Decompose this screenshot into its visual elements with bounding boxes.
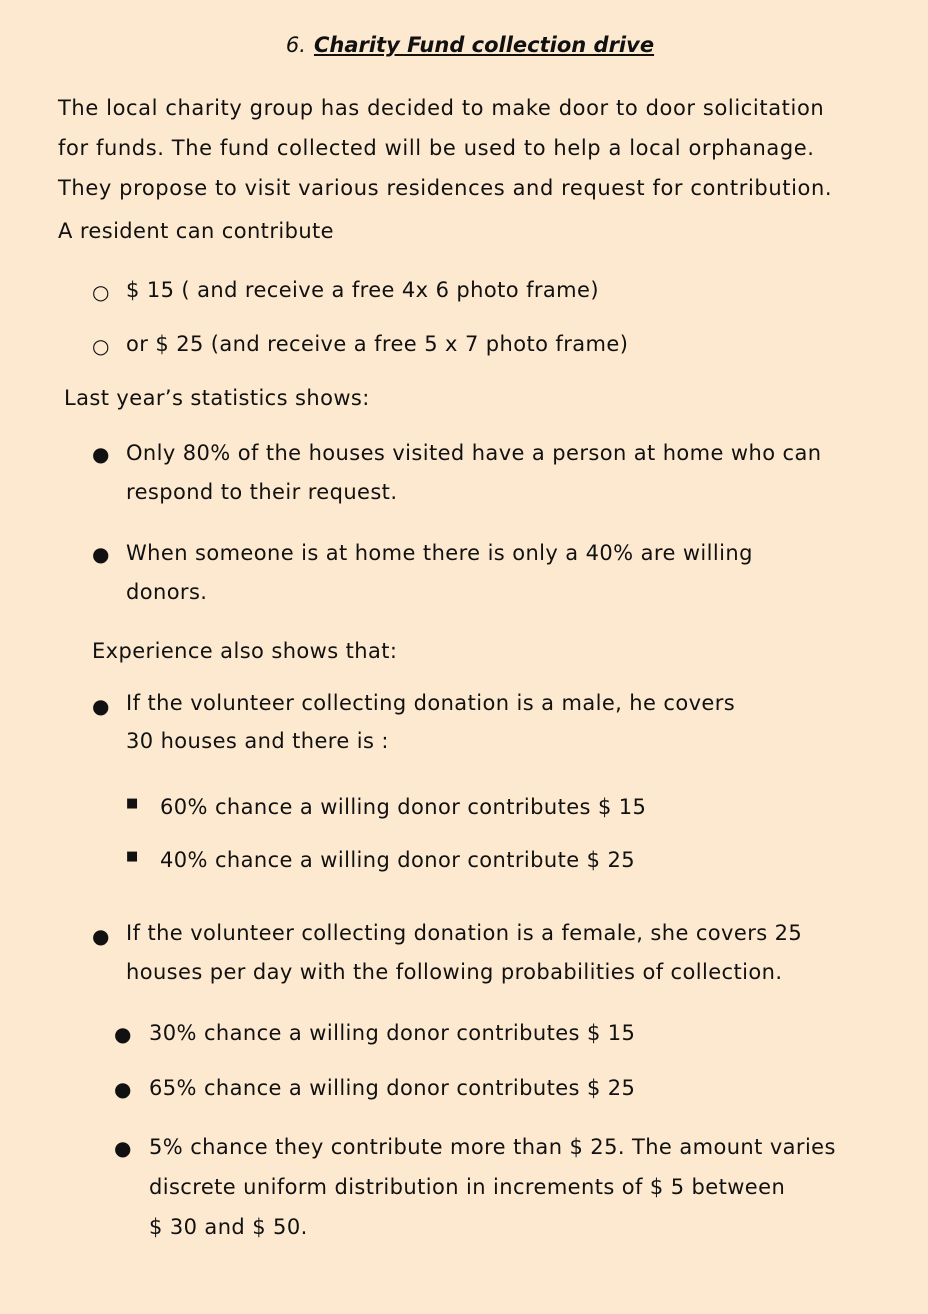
female-item-line: If the volunteer collecting donation is a female, she covers 25 xyxy=(126,921,803,945)
experience-heading: Experience also shows that: xyxy=(92,639,398,663)
intro-line: The local charity group has decided to make door to door solicitation xyxy=(58,96,825,120)
female-sub-line: discrete uniform distribution in increments of $ 5 between xyxy=(149,1175,786,1199)
bullet-dot-icon: ● xyxy=(92,442,110,466)
square-bullet-icon: ■ xyxy=(126,849,139,864)
intro-line: They propose to visit various residences and request for contribution. xyxy=(58,176,833,200)
female-sub-line: 5% chance they contribute more than $ 25. The amount varies xyxy=(149,1135,836,1159)
stats-item xyxy=(126,534,753,612)
female-sub-item-extended xyxy=(149,1127,836,1247)
section-title xyxy=(0,33,928,57)
male-sub-item: 40% chance a willing donor contribute $ 25 xyxy=(160,848,635,872)
male-volunteer-item xyxy=(126,684,735,760)
section-number: 6. xyxy=(285,33,306,57)
male-item-line: If the volunteer collecting donation is a male, he covers xyxy=(126,691,736,715)
stats-heading: Last year’s statistics shows: xyxy=(64,386,370,410)
hollow-circle-bullet-icon: ○ xyxy=(92,280,110,304)
male-item-line: 30 houses and there is : xyxy=(126,729,389,753)
stats-item-line: respond to their request. xyxy=(126,480,398,504)
stats-item-line: donors. xyxy=(126,580,208,604)
stats-item-line: When someone is at home there is only a 40% are willing xyxy=(126,541,753,565)
female-sub-item: 65% chance a willing donor contributes $ 25 xyxy=(149,1076,636,1100)
contribute-lead: A resident can contribute xyxy=(58,219,334,243)
female-volunteer-item xyxy=(126,914,802,992)
intro-line: for funds. The fund collected will be used to help a local orphanage. xyxy=(58,136,815,160)
hollow-circle-bullet-icon: ○ xyxy=(92,334,110,358)
female-item-line: houses per day with the following probabilities of collection. xyxy=(126,960,783,984)
female-sub-line: $ 30 and $ 50. xyxy=(149,1215,308,1239)
option-item: $ 15 ( and receive a free 4x 6 photo frame) xyxy=(126,278,599,302)
bullet-dot-icon: ● xyxy=(92,542,110,566)
square-bullet-icon: ■ xyxy=(126,796,139,811)
section-title-text: Charity Fund collection drive xyxy=(313,33,655,57)
bullet-dot-icon: ● xyxy=(92,924,110,948)
bullet-dot-icon: ● xyxy=(114,1022,132,1046)
option-item: or $ 25 (and receive a free 5 x 7 photo frame) xyxy=(126,332,629,356)
stats-item-line: Only 80% of the houses visited have a person at home who can xyxy=(126,441,822,465)
bullet-dot-icon: ● xyxy=(92,694,110,718)
bullet-dot-icon: ● xyxy=(114,1136,132,1160)
stats-item xyxy=(126,434,821,512)
bullet-dot-icon: ● xyxy=(114,1077,132,1101)
intro-paragraph xyxy=(58,88,898,208)
female-sub-item: 30% chance a willing donor contributes $ 15 xyxy=(149,1021,636,1045)
male-sub-item: 60% chance a willing donor contributes $ 15 xyxy=(160,795,647,819)
